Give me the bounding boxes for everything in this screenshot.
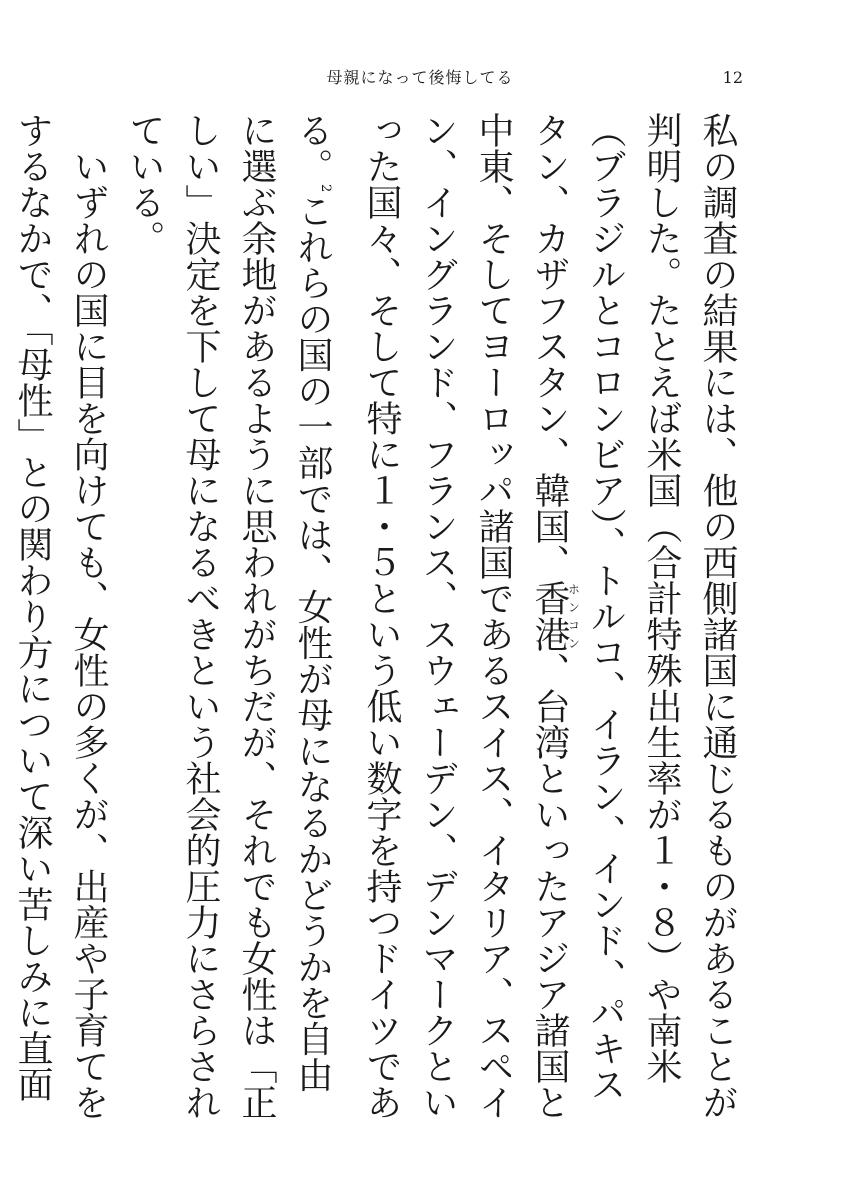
paragraph-1-part-c: これらの国の一部では、女性が母になるかどうかを自由に選ぶ余地があるように思われがちだが、それでも女性は「正しい」決定を下して母になるべきという社会的圧力にさらされている。 (124, 112, 333, 1120)
paragraph-1 (116, 112, 745, 1122)
ruby-reading: ホンコン (566, 580, 581, 652)
paragraph-1-part-b: 、台湾といったアジア諸国と中東、そしてヨーロッパ諸国であるスイス、イタリア、スペイン、イングランド、フランス、スウェーデン、デンマークといった国々、そして特に１・５という低い数字を持つドイツである。 (292, 112, 570, 1120)
book-title: 母親になって後悔してる (326, 68, 514, 87)
running-head (0, 66, 841, 90)
ruby-base: 香港 (529, 580, 570, 652)
ruby-hongkong (529, 580, 581, 652)
page-number: 12 (722, 68, 743, 87)
note-reference[interactable]: 2 (318, 184, 333, 193)
paragraph-1-part-a: 私の調査の結果には、他の西側諸国に通じるものがあることが判明した。たとえば米国（合計特殊出生率が１・８）や南米（ブラジルとコロンビア）、トルコ、イラン、インド、パキスタン、カザフスタン、韓国、 (529, 112, 738, 1120)
paragraph-2: いずれの国に目を向けても、女性の多くが、出産や子育てをするなかで、「母性」との関わり方について深い苦しみに直面 (12, 112, 109, 1120)
body-text (12, 112, 745, 1122)
